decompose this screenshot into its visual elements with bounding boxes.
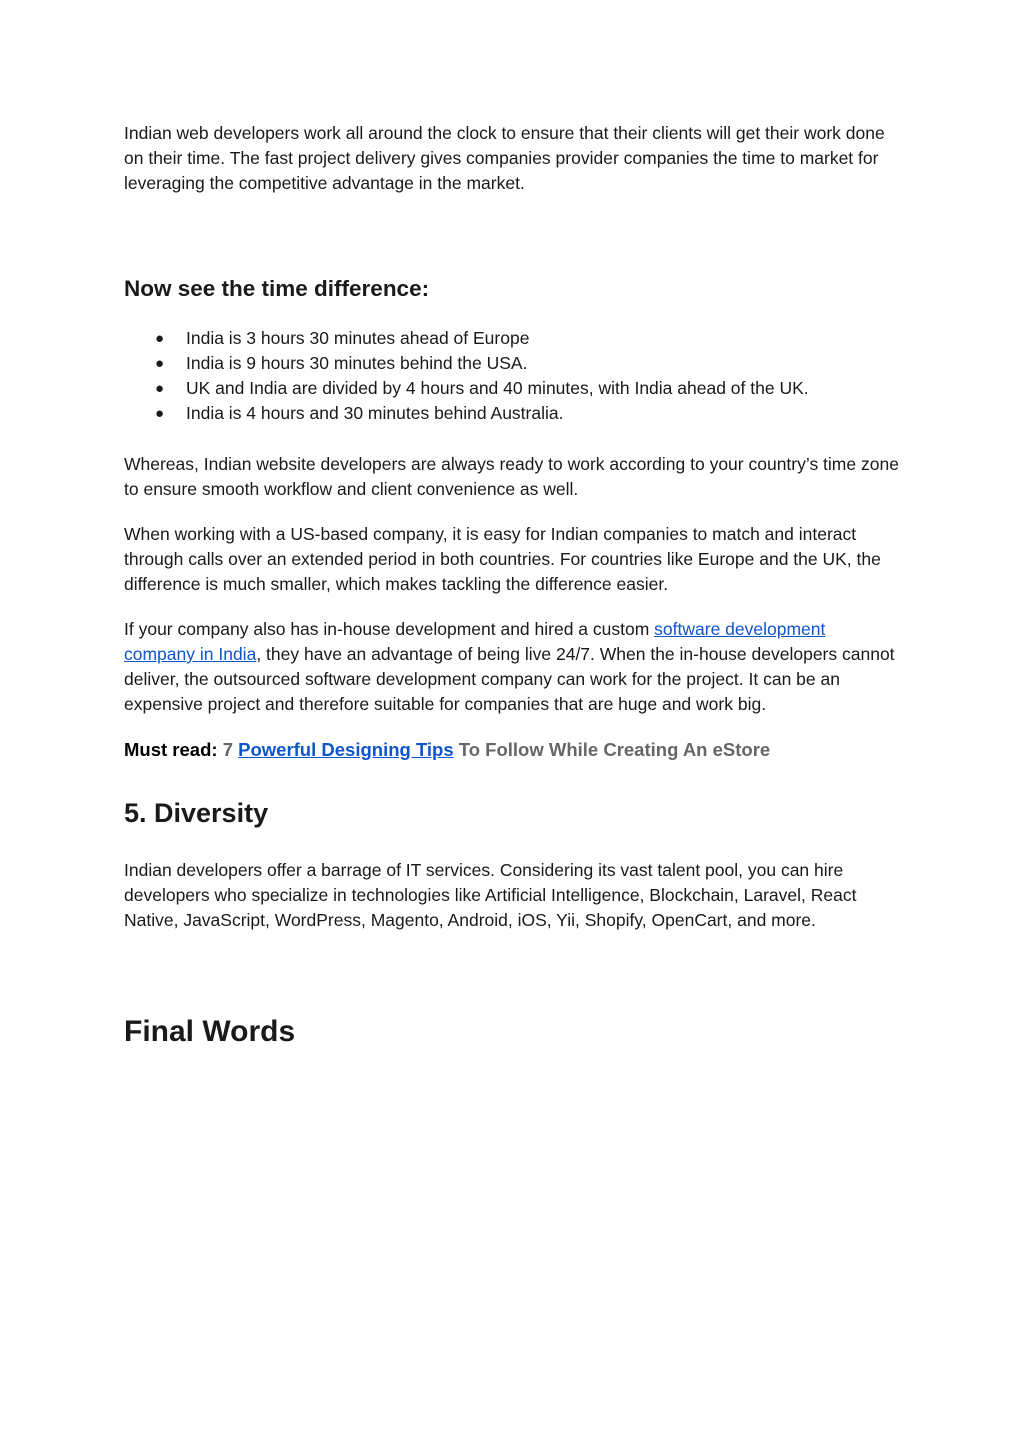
whereas-paragraph: Whereas, Indian website developers are always ready to work according to your country’s time zone to ensure smooth workflow and client convenience as well. xyxy=(124,454,899,499)
bullet-icon: ● xyxy=(155,380,165,397)
time-difference-list xyxy=(124,326,900,426)
software-development-link[interactable]: software development company in India xyxy=(124,619,826,664)
bullet-icon: ● xyxy=(155,355,165,372)
list-item-text: India is 9 hours 30 minutes behind the USA. xyxy=(186,353,528,373)
list-item xyxy=(124,351,900,376)
inhouse-text-after: , they have an advantage of being live 24/7. When the in-house developers cannot deliver, the outsourced software development company can work for the project. It can be an expensive project and therefore suitable for companies that are huge and work big. xyxy=(124,644,895,714)
intro-paragraph: Indian web developers work all around the clock to ensure that their clients will get their work done on their time. The fast project delivery gives companies provider companies the time to market for leveraging the competitive advantage in the market. xyxy=(124,123,885,193)
list-item xyxy=(124,401,900,426)
diversity-paragraph: Indian developers offer a barrage of IT services. Considering its vast talent pool, you can hire developers who specialize in technologies like Artificial Intelligence, Blockchain, Laravel, React Native, JavaScript, WordPress, Magento, Android, iOS, Yii, Shopify, OpenCart, and more. xyxy=(124,860,857,930)
list-item-text: India is 4 hours and 30 minutes behind Australia. xyxy=(186,403,564,423)
inhouse-text-before: If your company also has in-house development and hired a custom xyxy=(124,619,655,639)
list-item xyxy=(124,376,900,401)
final-words-heading: Final Words xyxy=(124,1015,296,1048)
designing-tips-link[interactable]: Powerful Designing Tips xyxy=(238,739,454,760)
must-read-number: 7 xyxy=(222,739,233,760)
bullet-icon: ● xyxy=(155,405,165,422)
must-read-label: Must read: xyxy=(124,739,218,760)
bullet-icon: ● xyxy=(155,330,165,347)
diversity-heading: 5. Diversity xyxy=(124,798,269,828)
list-item-text: UK and India are divided by 4 hours and 40 minutes, with India ahead of the UK. xyxy=(186,378,809,398)
must-read-rest: To Follow While Creating An eStore xyxy=(458,739,771,760)
must-read-line xyxy=(124,737,900,762)
time-difference-heading: Now see the time difference: xyxy=(124,276,430,301)
list-item-text: India is 3 hours 30 minutes ahead of Europe xyxy=(186,328,530,348)
list-item xyxy=(124,326,900,351)
us-company-paragraph: When working with a US-based company, it is easy for Indian companies to match and interact through calls over an extended period in both countries. For countries like Europe and the UK, the difference is much smaller, which makes tackling the difference easier. xyxy=(124,524,881,594)
inhouse-paragraph xyxy=(124,617,900,717)
